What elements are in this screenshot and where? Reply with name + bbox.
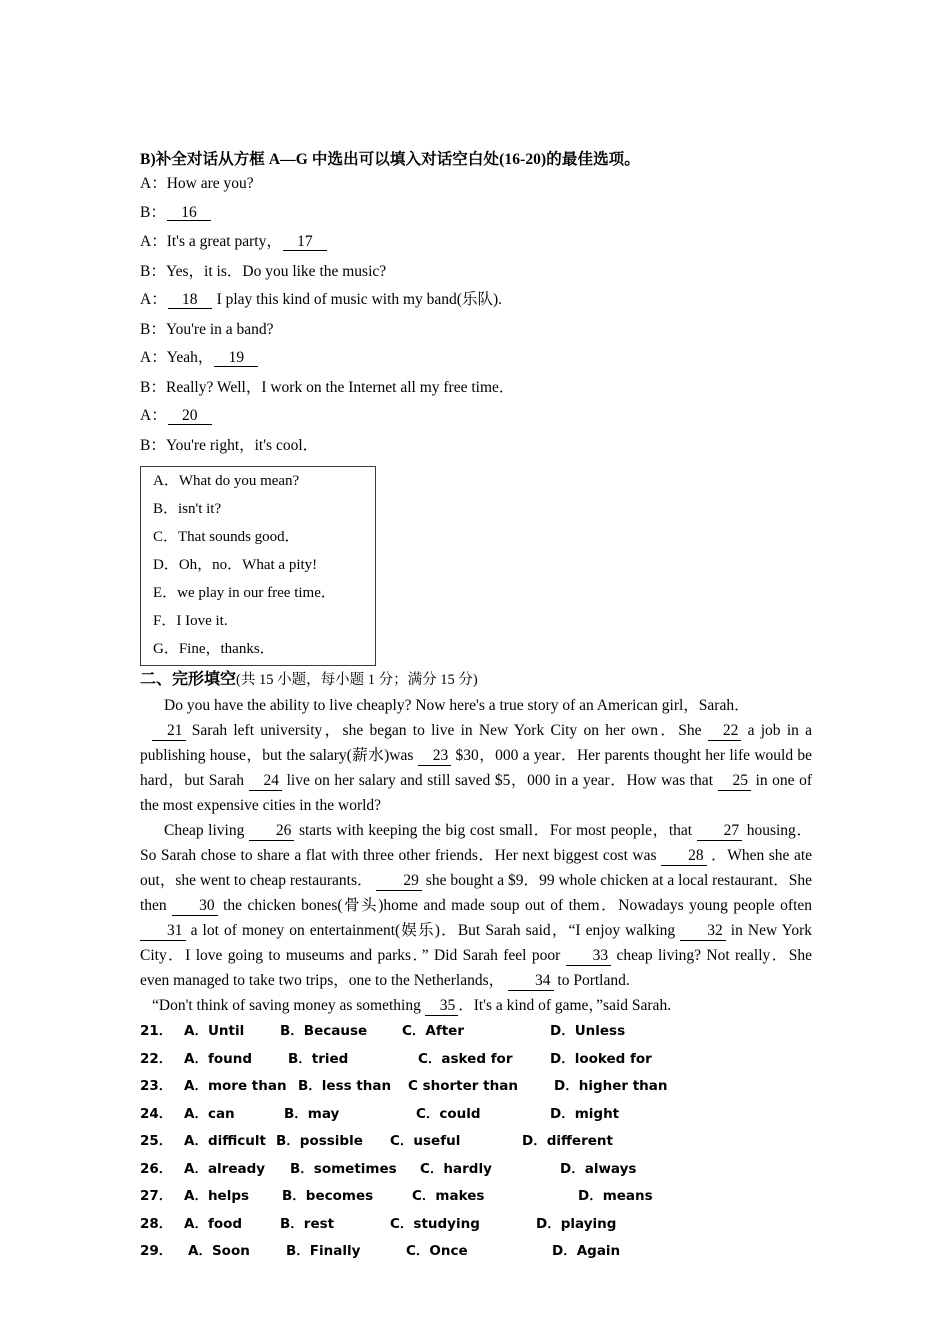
dialogue-text: Really? Well，I work on the Internet all my free time．	[166, 378, 515, 396]
section-b-heading: B)补全对话从方框 A—G 中选出可以填入对话空白处(16-20)的最佳选项。	[140, 151, 640, 168]
cloze-heading-score: (共 15 小题，每小题 1 分；满分 15 分)	[236, 672, 478, 689]
question-number: 23．	[140, 1078, 173, 1095]
choice-b[interactable]: B．sometimes	[290, 1160, 397, 1177]
passage-text: Cheap living	[164, 822, 245, 840]
answer-blank-21[interactable]: 21	[152, 723, 186, 740]
choice-row-23	[140, 1080, 812, 1095]
option-letter: G．	[153, 641, 179, 658]
choice-d[interactable]: D．higher than	[554, 1078, 668, 1095]
speaker-label: B：	[140, 203, 166, 221]
options-box	[140, 466, 376, 666]
choice-a[interactable]: A．found	[184, 1050, 252, 1067]
speaker-label: B：	[140, 262, 166, 280]
speaker-label: A：	[140, 291, 167, 309]
passage-text: a lot of money on entertainment(娱乐)．But Sarah said，“I enjoy walking	[190, 922, 676, 940]
option-letter: A．	[153, 473, 179, 490]
dialogue-text: You're in a band?	[166, 320, 274, 338]
choice-row-28	[140, 1215, 812, 1233]
choice-a[interactable]: A．food	[184, 1215, 243, 1232]
choice-d[interactable]: D．Unless	[550, 1023, 626, 1040]
cloze-paragraph-intro: Do you have the ability to live cheaply? Now here's a true story of an American girl，Sarah．	[164, 697, 750, 715]
cloze-paragraph-1	[140, 718, 812, 818]
option-text: Fine，thanks．	[178, 641, 275, 658]
choice-c[interactable]: C．asked for	[418, 1050, 513, 1067]
cloze-heading-title: 二、完形填空	[140, 669, 237, 689]
dialogue-line	[140, 350, 812, 367]
passage-text: housing．So Sarah chose to share a flat with three other friends．Her next biggest cost was	[140, 822, 812, 865]
answer-blank-28[interactable]: 28	[661, 848, 707, 865]
choice-b[interactable]: B．becomes	[282, 1188, 374, 1205]
answer-blank-26[interactable]: 26	[249, 823, 295, 840]
choice-a[interactable]: A．more than	[184, 1078, 287, 1095]
choice-b[interactable]: B．possible	[276, 1133, 363, 1150]
choice-d[interactable]: D．always	[560, 1160, 637, 1177]
choice-d[interactable]: D．might	[550, 1105, 620, 1122]
speaker-label: A：	[140, 349, 167, 367]
option-item-a[interactable]	[153, 474, 375, 489]
answer-blank-20[interactable]: 20	[168, 408, 212, 425]
dialogue-block	[140, 176, 812, 453]
option-item-c[interactable]	[153, 530, 375, 545]
choice-b[interactable]: B．tried	[288, 1050, 349, 1067]
option-item-d[interactable]	[153, 558, 375, 573]
question-number: 29．	[140, 1243, 173, 1260]
cloze-section-heading	[140, 670, 812, 689]
choice-row-27	[140, 1190, 812, 1205]
answer-blank-27[interactable]: 27	[697, 823, 743, 840]
choice-d[interactable]: D．playing	[536, 1215, 617, 1232]
choice-row-21	[140, 1025, 812, 1040]
option-item-g[interactable]	[153, 642, 375, 657]
question-number: 25．	[140, 1133, 173, 1150]
question-number: 27．	[140, 1188, 173, 1205]
answer-blank-34[interactable]: 34	[508, 973, 554, 990]
option-letter: D．	[153, 557, 179, 574]
dialogue-line	[140, 234, 812, 251]
choice-d[interactable]: D．means	[578, 1188, 653, 1205]
option-text: isn't it?	[178, 501, 222, 518]
choice-b[interactable]: B．may	[284, 1105, 340, 1122]
question-number: 24．	[140, 1105, 173, 1122]
choice-d[interactable]: D．different	[522, 1133, 613, 1150]
choice-row-22	[140, 1050, 812, 1068]
option-item-b[interactable]	[153, 502, 375, 517]
passage-text: she bought a $9．99 whole chicken at a local restaurant．She then	[140, 872, 813, 915]
choice-row-24	[140, 1105, 812, 1123]
choice-row-25	[140, 1135, 812, 1150]
passage-text: Sarah left university，she began to live in New York City on her own．She	[191, 722, 702, 740]
choice-b[interactable]: B．less than	[298, 1078, 392, 1095]
dialogue-line	[140, 380, 812, 396]
choice-c[interactable]: C．could	[416, 1105, 481, 1122]
choice-a[interactable]: A．helps	[184, 1188, 250, 1205]
option-letter: E．	[153, 585, 178, 602]
choice-c[interactable]: C．hardly	[420, 1160, 492, 1177]
passage-text: in one of the most expensive cities in the world?	[140, 772, 813, 815]
choice-a[interactable]: A．can	[184, 1105, 235, 1122]
answer-blank-29[interactable]: 29	[376, 873, 422, 890]
option-letter: C．	[153, 529, 179, 546]
answer-blank-30[interactable]: 30	[172, 898, 218, 915]
passage-text: live on her salary and still saved $5，000 in a year．How was that	[286, 772, 713, 790]
option-item-f[interactable]	[153, 614, 375, 629]
passage-text: “Don't think of saving money as something	[152, 997, 421, 1015]
choice-row-26	[140, 1160, 812, 1178]
choice-a[interactable]: A．Until	[184, 1023, 245, 1040]
choice-c[interactable]: C．makes	[412, 1188, 485, 1205]
choice-c[interactable]: C．Once	[406, 1243, 468, 1260]
choice-a[interactable]: A．already	[184, 1160, 266, 1177]
question-number: 28．	[140, 1215, 173, 1232]
speaker-label: A：	[140, 407, 167, 425]
answer-blank-23[interactable]: 23	[418, 748, 452, 765]
option-text: we play in our free time．	[177, 585, 336, 602]
choice-d[interactable]: D．looked for	[550, 1050, 652, 1067]
dialogue-text: How are you?	[166, 175, 254, 193]
dialogue-line	[140, 322, 812, 338]
choice-row-29	[140, 1245, 812, 1260]
option-text: That sounds good．	[178, 529, 300, 546]
answer-blank-25[interactable]: 25	[718, 773, 752, 790]
choice-c[interactable]: C．After	[402, 1023, 464, 1040]
choice-b[interactable]: B．Finally	[286, 1243, 361, 1260]
page-content	[140, 150, 812, 1260]
choice-a[interactable]: A．difficult	[184, 1133, 266, 1150]
option-letter: B．	[153, 501, 179, 518]
dialogue-text: Yeah，	[166, 349, 214, 367]
answer-blank-18[interactable]: 18	[168, 292, 212, 309]
passage-text: $30，000 a year．Her parents thought her life would be hard，but Sarah	[140, 747, 813, 790]
passage-text: to Portland.	[557, 972, 630, 990]
passage-text: ．It's a kind of game，”said Sarah.	[458, 997, 672, 1015]
answer-blank-22[interactable]: 22	[708, 723, 742, 740]
option-text: I Iove it.	[176, 613, 228, 630]
dialogue-line	[140, 176, 812, 192]
choice-b[interactable]: B．Because	[280, 1023, 368, 1040]
passage-text: cheap living? Not really．She even managed to take two trips，one to the Netherlands，	[140, 947, 812, 990]
option-letter: F．	[153, 613, 177, 630]
dialogue-text: You're right，it's cool．	[166, 436, 319, 454]
dialogue-line	[140, 205, 812, 222]
answer-blank-33[interactable]: 33	[566, 948, 612, 965]
question-number: 22．	[140, 1050, 173, 1067]
choice-a[interactable]: A．Soon	[188, 1243, 250, 1260]
dialogue-text: Yes，it is．Do you like the music?	[166, 262, 387, 280]
passage-text: the chicken bones(骨头)home and made soup out of them．Nowadays young people often	[223, 897, 812, 915]
choice-b[interactable]: B．rest	[280, 1215, 335, 1232]
answer-blank-31[interactable]: 31	[140, 923, 186, 940]
choice-d[interactable]: D．Again	[552, 1243, 621, 1260]
answer-blank-17[interactable]: 17	[283, 234, 327, 251]
choice-c[interactable]: C shorter than	[408, 1078, 518, 1095]
speaker-label: B：	[140, 378, 166, 396]
cloze-paragraph-3	[140, 993, 812, 1018]
dialogue-line	[140, 292, 812, 309]
answer-blank-35[interactable]: 35	[425, 998, 459, 1015]
passage-text: in New York City．I love going to museums and parks．” Did Sarah feel poor	[140, 922, 812, 965]
cloze-paragraph-2	[140, 818, 812, 993]
passage-text: ．When she ate out，she went to cheap restaurants．	[140, 847, 813, 890]
choice-c[interactable]: C．useful	[390, 1133, 461, 1150]
choice-c[interactable]: C．studying	[390, 1215, 480, 1232]
answer-blank-24[interactable]: 24	[249, 773, 283, 790]
answer-blank-19[interactable]: 19	[214, 350, 258, 367]
option-text: What do you mean?	[178, 473, 300, 490]
speaker-label: B：	[140, 436, 166, 454]
option-item-e[interactable]	[153, 586, 375, 601]
passage-text: starts with keeping the big cost small．For most people，that	[298, 822, 693, 840]
dialogue-line	[140, 408, 812, 425]
answer-blank-16[interactable]: 16	[167, 205, 211, 222]
question-number: 21．	[140, 1023, 173, 1040]
dialogue-line	[140, 264, 812, 280]
passage-text: a job in a publishing house，but the salary(薪水)was	[140, 722, 813, 765]
speaker-label: B：	[140, 320, 166, 338]
speaker-label: A：	[140, 233, 167, 251]
option-text: Oh，no．What a pity!	[178, 557, 318, 574]
answer-choices-list	[140, 1025, 812, 1260]
dialogue-line	[140, 438, 812, 454]
answer-blank-32[interactable]: 32	[680, 923, 726, 940]
speaker-label: A：	[140, 175, 167, 193]
dialogue-text: It's a great party，	[166, 233, 282, 251]
question-number: 26．	[140, 1160, 173, 1177]
dialogue-text: I play this kind of music with my band(乐队).	[216, 291, 503, 309]
